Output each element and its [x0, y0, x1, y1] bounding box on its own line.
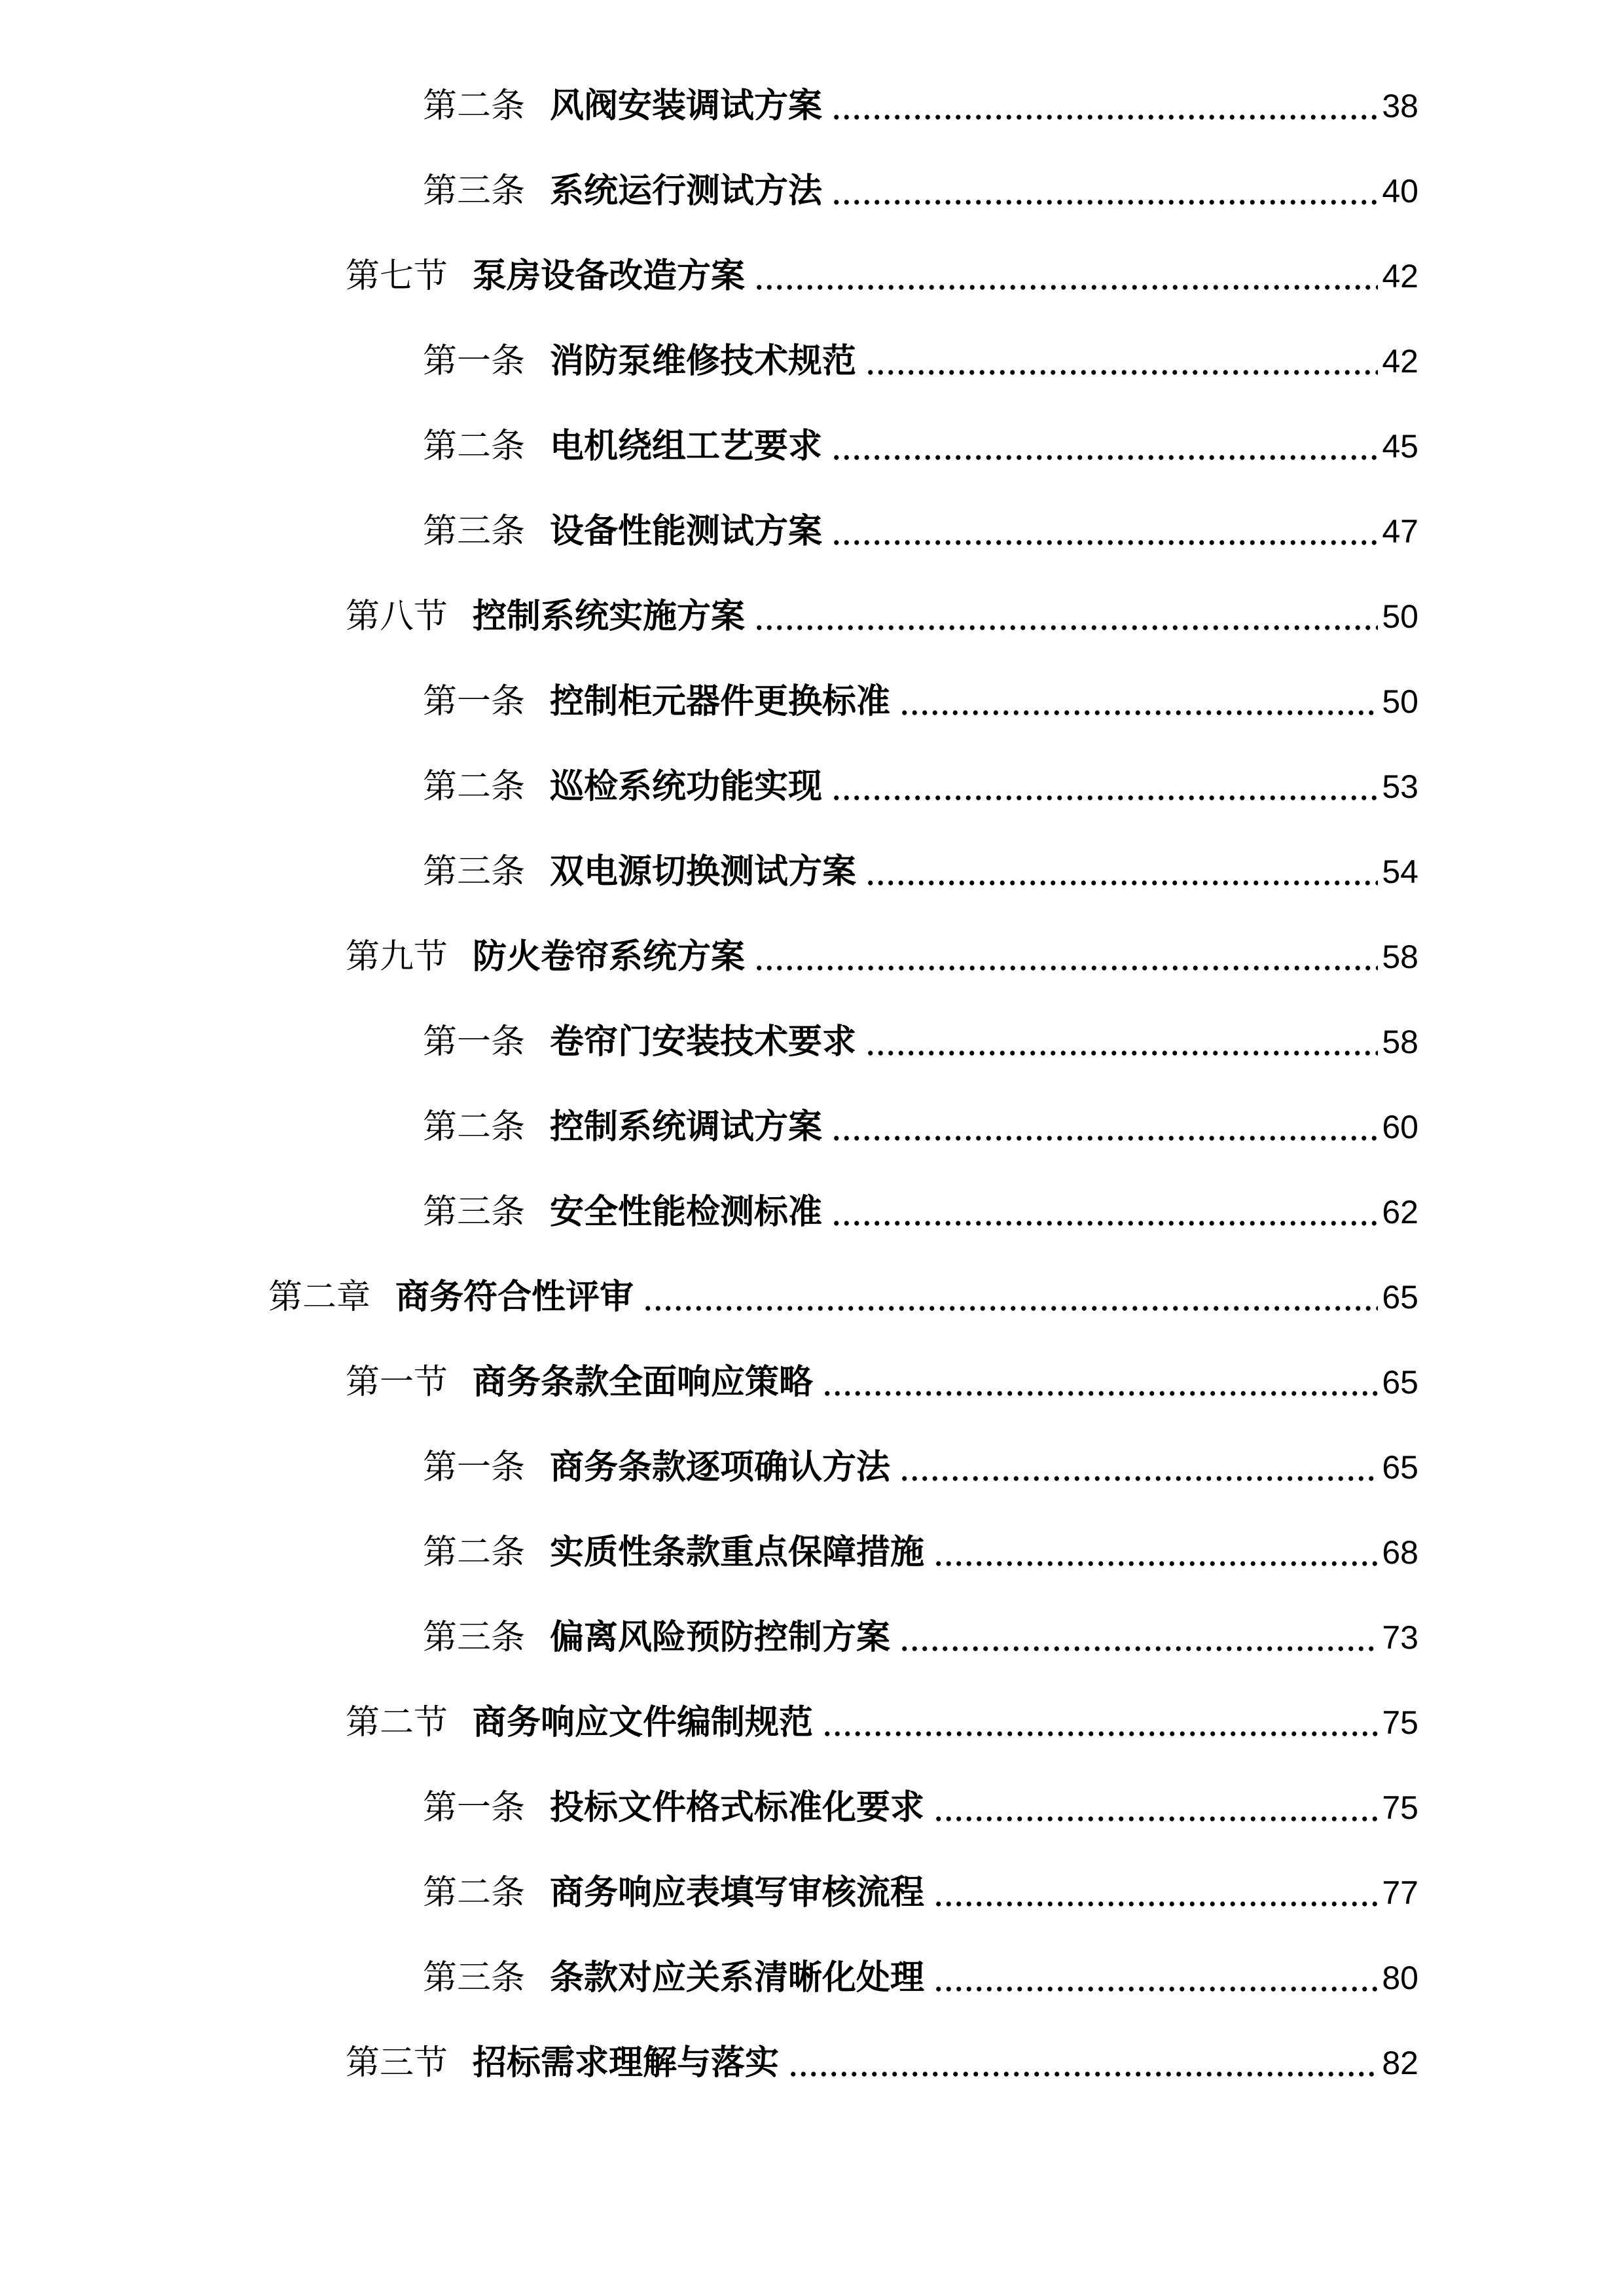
- entry-number: 第三条: [423, 512, 526, 551]
- toc-entry[interactable]: [423, 675, 1418, 728]
- toc-entry[interactable]: [346, 250, 1418, 302]
- toc-entry[interactable]: [346, 1696, 1418, 1749]
- entry-number: 第一条: [423, 1022, 526, 1062]
- entry-title: 条款对应关系清晰化处理: [550, 1958, 925, 1998]
- dot-leader: [754, 250, 1378, 302]
- toc-entry[interactable]: [346, 590, 1418, 643]
- dot-leader: [865, 846, 1378, 898]
- entry-page-number: 45: [1382, 428, 1418, 465]
- entry-title: 商务响应文件编制规范: [473, 1702, 814, 1742]
- entry-number: 第一条: [423, 1788, 526, 1827]
- entry-title: 风阀安装调试方案: [550, 86, 823, 126]
- entry-number: 第九节: [346, 937, 448, 977]
- entry-title: 巡检系统功能实现: [550, 766, 823, 806]
- dot-leader: [754, 590, 1378, 643]
- entry-number: 第三条: [423, 1618, 526, 1657]
- entry-title: 泵房设备改造方案: [473, 256, 746, 296]
- entry-page-number: 77: [1382, 1874, 1418, 1911]
- toc-entry[interactable]: [423, 1526, 1418, 1579]
- entry-page-number: 60: [1382, 1109, 1418, 1145]
- entry-title: 商务条款全面响应策略: [473, 1362, 814, 1402]
- entry-page-number: 40: [1382, 173, 1418, 209]
- toc-entry[interactable]: [346, 931, 1418, 983]
- toc-entry[interactable]: [423, 846, 1418, 898]
- entry-page-number: 42: [1382, 343, 1418, 380]
- dot-leader: [865, 335, 1378, 387]
- entry-number: 第二条: [423, 767, 526, 806]
- entry-page-number: 75: [1382, 1789, 1418, 1826]
- entry-title: 系统运行测试方法: [550, 171, 823, 211]
- toc-entry[interactable]: [423, 1782, 1418, 1834]
- toc-entry[interactable]: [423, 335, 1418, 387]
- entry-title: 控制系统实施方案: [473, 596, 746, 636]
- dot-leader: [643, 1271, 1378, 1323]
- entry-title: 控制系统调试方案: [550, 1107, 823, 1147]
- toc-entry[interactable]: [346, 2037, 1418, 2089]
- toc-entry[interactable]: [423, 80, 1418, 132]
- entry-title: 电机绕组工艺要求: [550, 426, 823, 466]
- toc-entry[interactable]: [423, 420, 1418, 473]
- entry-title: 双电源切换测试方案: [550, 852, 857, 891]
- entry-page-number: 58: [1382, 939, 1418, 975]
- dot-leader: [788, 2037, 1378, 2089]
- toc-entry[interactable]: [423, 505, 1418, 558]
- entry-number: 第二条: [423, 1873, 526, 1912]
- entry-number: 第三条: [423, 171, 526, 211]
- entry-page-number: 50: [1382, 598, 1418, 635]
- toc-entry[interactable]: [423, 1186, 1418, 1238]
- entry-page-number: 42: [1382, 258, 1418, 295]
- dot-leader: [899, 1611, 1378, 1664]
- entry-page-number: 47: [1382, 513, 1418, 550]
- dot-leader: [933, 1952, 1378, 2004]
- entry-title: 商务条款逐项确认方法: [550, 1447, 891, 1487]
- toc-entry[interactable]: [423, 1611, 1418, 1664]
- toc-entry[interactable]: [423, 1867, 1418, 1919]
- entry-title: 偏离风险预防控制方案: [550, 1617, 891, 1657]
- entry-title: 防火卷帘系统方案: [473, 937, 746, 977]
- entry-page-number: 50: [1382, 683, 1418, 720]
- dot-leader: [754, 931, 1378, 983]
- entry-page-number: 65: [1382, 1364, 1418, 1401]
- entry-page-number: 73: [1382, 1619, 1418, 1656]
- dot-leader: [831, 761, 1378, 813]
- dot-leader: [831, 505, 1378, 558]
- entry-page-number: 82: [1382, 2045, 1418, 2081]
- entry-page-number: 65: [1382, 1449, 1418, 1486]
- entry-page-number: 65: [1382, 1279, 1418, 1316]
- entry-number: 第二条: [423, 86, 526, 126]
- toc-entry[interactable]: [346, 1356, 1418, 1408]
- entry-number: 第二条: [423, 427, 526, 466]
- entry-page-number: 38: [1382, 88, 1418, 124]
- dot-leader: [933, 1867, 1378, 1919]
- entry-number: 第八节: [346, 597, 448, 636]
- entry-number: 第一条: [423, 1448, 526, 1487]
- entry-title: 实质性条款重点保障措施: [550, 1532, 925, 1572]
- entry-number: 第七节: [346, 257, 448, 296]
- dot-leader: [899, 1441, 1378, 1494]
- dot-leader: [831, 165, 1378, 217]
- entry-title: 消防泵维修技术规范: [550, 341, 857, 381]
- entry-number: 第三节: [346, 2043, 448, 2083]
- entry-title: 卷帘门安装技术要求: [550, 1022, 857, 1062]
- entry-title: 控制柜元器件更换标准: [550, 681, 891, 721]
- entry-number: 第二节: [346, 1703, 448, 1742]
- dot-leader: [933, 1782, 1378, 1834]
- entry-page-number: 58: [1382, 1024, 1418, 1060]
- toc-entry[interactable]: [423, 1101, 1418, 1153]
- entry-title: 投标文件格式标准化要求: [550, 1787, 925, 1827]
- dot-leader: [831, 80, 1378, 132]
- entry-page-number: 68: [1382, 1534, 1418, 1571]
- entry-title: 招标需求理解与落实: [473, 2043, 780, 2083]
- entry-number: 第三条: [423, 852, 526, 891]
- entry-title: 商务响应表填写审核流程: [550, 1873, 925, 1912]
- entry-number: 第二章: [268, 1278, 371, 1317]
- dot-leader: [831, 420, 1378, 473]
- toc-entry[interactable]: [268, 1271, 1418, 1323]
- entry-number: 第一节: [346, 1363, 448, 1402]
- entry-number: 第三条: [423, 1193, 526, 1232]
- entry-page-number: 62: [1382, 1194, 1418, 1230]
- entry-title: 商务符合性评审: [395, 1277, 634, 1317]
- entry-number: 第一条: [423, 342, 526, 381]
- dot-leader: [865, 1016, 1378, 1068]
- toc-entry[interactable]: [423, 1441, 1418, 1494]
- dot-leader: [831, 1101, 1378, 1153]
- toc-entry[interactable]: [423, 165, 1418, 217]
- dot-leader: [899, 675, 1378, 728]
- toc-entry[interactable]: [423, 1016, 1418, 1068]
- entry-page-number: 80: [1382, 1960, 1418, 1996]
- entry-number: 第二条: [423, 1533, 526, 1572]
- toc-entry[interactable]: [423, 761, 1418, 813]
- entry-page-number: 54: [1382, 853, 1418, 890]
- entry-page-number: 53: [1382, 768, 1418, 805]
- entry-page-number: 75: [1382, 1704, 1418, 1741]
- dot-leader: [831, 1186, 1378, 1238]
- entry-number: 第一条: [423, 682, 526, 721]
- dot-leader: [822, 1356, 1378, 1408]
- entry-number: 第三条: [423, 1958, 526, 1998]
- entry-title: 安全性能检测标准: [550, 1192, 823, 1232]
- toc-entry[interactable]: [423, 1952, 1418, 2004]
- dot-leader: [822, 1696, 1378, 1749]
- entry-title: 设备性能测试方案: [550, 511, 823, 551]
- entry-number: 第二条: [423, 1107, 526, 1147]
- dot-leader: [933, 1526, 1378, 1579]
